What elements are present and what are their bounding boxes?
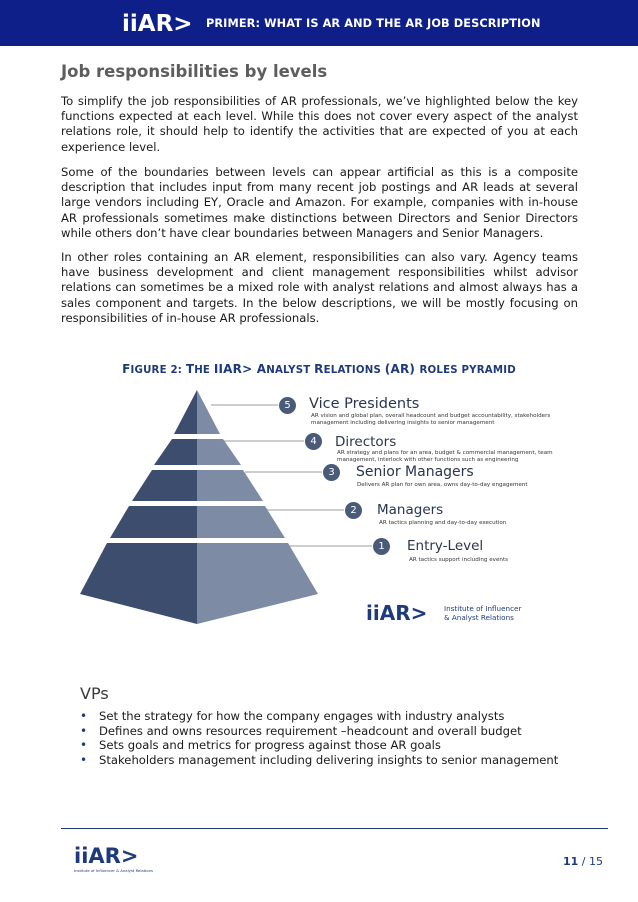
footer-iiar-logo: iiAR> Institute of Influencer & Analyst Relations: [74, 844, 154, 873]
figure-caption: FIGURE 2: THE IIAR> ANALYST RELATIONS (AR) ROLES PYRAMID: [122, 362, 516, 376]
paragraph-3: In other roles containing an AR element, responsibilities can also vary. Agency teams have business development and client management responsibilities whilst advisor relations can sometimes be a mixed role with analyst relations and almost always has a sales component and targets. In the below descriptions, we will be mostly focusing on responsibilities of in-house AR professionals.: [61, 250, 578, 325]
page-header: [0, 0, 638, 46]
paragraph-2: Some of the boundaries between levels can appear artificial as this is a composite description that includes input from many recent job postings and AR leads at several large vendors including EY, Oracle and Amazon. For example, companies with in-house AR professionals sometimes make distinctions between Directors and Senior Directors while others don’t have clear boundaries between Managers and Senior Managers.: [61, 165, 578, 240]
level-2-title: Managers: [377, 502, 444, 518]
list-item: • Stakeholders management including delivering insights to senior management: [80, 753, 600, 768]
level-3-title: Senior Managers: [356, 464, 474, 480]
iiar-logo: [122, 11, 193, 37]
list-item: • Set the strategy for how the company engages with industry analysts: [80, 709, 600, 724]
list-item: • Sets goals and metrics for progress against those AR goals: [80, 738, 600, 753]
header-title: PRIMER: WHAT IS AR AND THE AR JOB DESCRIPTION: [206, 17, 541, 30]
level-1-number: 1: [373, 538, 390, 555]
level-2-number: 2: [345, 502, 362, 519]
level-4-number: 4: [305, 433, 322, 450]
list-item: • Defines and owns resources requirement –headcount and overall budget: [80, 724, 600, 739]
section-title: Job responsibilities by levels: [61, 62, 328, 81]
figure-logo-caption: Institute of Influencer & Analyst Relations: [444, 604, 522, 622]
level-5-desc: AR vision and global plan, overall headcount and budget accountability, stakeholders management including delivering insights to senior management: [311, 413, 551, 426]
vps-bullet-list: [80, 709, 600, 767]
level-4-desc: AR strategy and plans for an area, budget & commercial management, team management, interlock with other functions such as engineering: [337, 450, 553, 463]
level-4-title: Directors: [335, 434, 397, 450]
level-1-title: Entry-Level: [407, 538, 484, 554]
level-5-number: 5: [279, 397, 296, 414]
figure-iiar-logo: iiAR> Institute of Influencer & Analyst Relations: [366, 601, 427, 625]
header-logo-text: iiAR>: [122, 11, 193, 37]
paragraph-1: To simplify the job responsibilities of AR professionals, we’ve highlighted below the key functions expected at each level. While this does not cover every aspect of the analyst relations role, it should help to identify the activities that are expected of you at each experience level.: [61, 94, 578, 154]
level-2-desc: AR tactics planning and day-to-day execution: [379, 520, 507, 526]
vps-heading: VPs: [80, 684, 109, 703]
level-5-title: Vice Presidents: [309, 396, 420, 412]
level-3-number: 3: [323, 464, 340, 481]
page-number: 11 / 15: [563, 855, 604, 868]
level-3-desc: Delivers AR plan for own area, owns day-to-day engagement: [357, 482, 528, 488]
footer-divider: [61, 828, 608, 829]
level-1-desc: AR tactics support including events: [409, 557, 509, 563]
